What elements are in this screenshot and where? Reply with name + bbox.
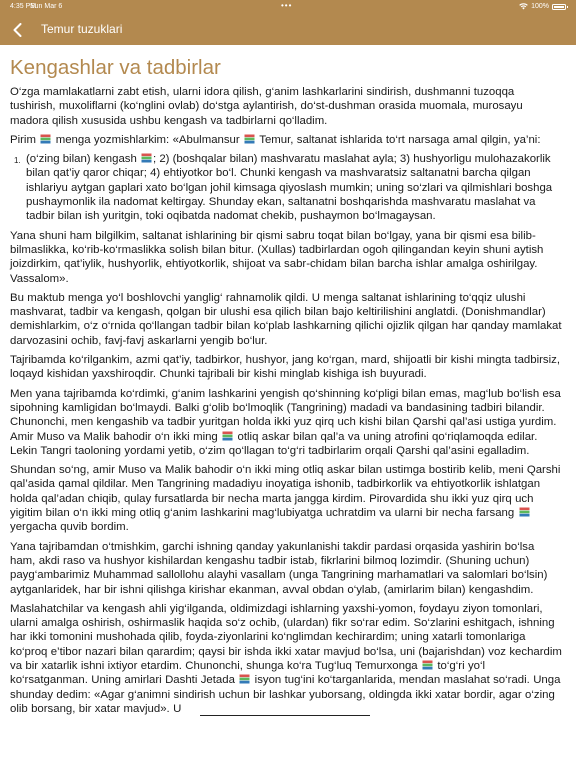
article-paragraph: Men yana tajribamda ko‘rdimki, g‘anim lashkarini yengish qo‘shinning ko‘pligi bilan emas, mag‘lub bo‘lish esa sipohning kamligidan bo‘lmaydi. Balki g‘olib bo‘lmoqlik (Tangrining) madadi va bandasining tadbiri bilandir. Chunonchi, men kengashib va tadbir yuritgan holda ikki yuz qirq uch kishi bilan Qarshi qal’asi ustiga yurdim. Amir Muso va Malik bahodir o‘n ikki ming otliq askar bilan qal’a va uning atrofini qo‘riqlamoqda edilar. Lekin Tangri taoloning yordami yetib, o‘zim qo‘llagan to‘g‘ri tadbirlarim orqali Qarshi qal’asini egalladim. [10,387,561,457]
navigation-bar [0,14,576,45]
wifi-icon [519,3,528,10]
battery-icon [552,4,566,10]
article-content[interactable] [0,45,576,768]
chevron-left-icon [13,23,22,37]
books-emoji-icon [239,674,250,684]
advice-list [10,152,562,223]
status-right [519,3,566,10]
status-date: Sun Mar 6 [30,3,63,10]
article-title: Kengashlar va tadbirlar [10,56,221,79]
text-strike-mark [200,715,370,716]
article-paragraph: Bu maktub menga yo‘l boshlovchi yanglig‘ rahnamolik qildi. U menga saltanat ishlarining to‘qqiz ulushi mashvarat, tadbir va kengash, qolgan bir ulushi esa qilich bilan bajo keltirilishini anglatdi. (Donishmandlar) demishlarkim, o‘z o‘rnida qo‘llangan tadbir bilan ko‘plab lashkarning qilichi ojizlik qilgan har qanday mamlakat darvozasini ochib, favj-favj askarlarni yengib bo‘lur. [10,291,562,347]
books-emoji-icon [244,134,255,144]
article-paragraph: O‘zga mamlakatlarni zabt etish, ularni idora qilish, g‘anim lashkarlarini sindirish, dushmanni tuzoqqa tushirish, muxoliflarni (ko‘nglini ovlab) do‘stga aylantirish, do‘st-dushman orasida muomala, murosayu madora qilish xususida ushbu kengash va tadbirlarni qo‘lladim. [10,86,523,127]
nav-title: Temur tuzuklari [41,22,123,36]
books-emoji-icon [519,507,530,517]
status-bar [0,0,576,14]
article-paragraph: Yana tajribamdan o‘tmishkim, garchi ishning qanday yakunlanishi takdir pardasi orqasida yashirin bo‘lsa ham, akdi raso va hushyor kishilardan kengashu tadbir istab, fikrlarini bilmoq lozimdir. (Shuning uchun) payg‘ambarimiz Muhammad sallollohu alayhi vasallam (unga Tangrining marhamatlari va salomlari bo‘lsin) aytganlaridek, har bir ishni qilishga kirishar ekanman, avval obdan o‘ylab, (amirlarim bilan) kengashdim. [10,540,548,596]
article-paragraph: Pirim menga yozmishlarkim: «Abulmansur Temur, saltanat ishlarida to‘rt narsaga amal qilgin, ya’ni: [10,133,541,146]
multitasking-dots-icon[interactable]: ••• [281,1,293,10]
article-paragraph: Yana shuni ham bilgilkim, saltanat ishlarining bir qismi sabru toqat bilan bo‘lgay, yana bir qismi esa bilib-bilmaslikka, ko‘rib-ko‘rmaslikka solish bilan bitur. (Xullas) tadbirlardan ogoh qilingandan keyin shuni aytish joizdirkim, qat’iylik, hushyorlik, ehtiyotkorlik, shijoat va sabr-chidam bilan barcha ishlar amalga oshirilgay. Vassalom». [10,229,544,285]
books-emoji-icon [222,431,233,441]
books-emoji-icon [40,134,51,144]
article-paragraph: Maslahatchilar va kengash ahli yig‘ilganda, oldimizdagi ishlarning yaxshi-yomon, foydayu ziyon tomonlari, ularni amalga oshirish, oshirmaslik haqida so‘z ochib, (ulardan) fikr so‘rar edim. So‘zlarini eshitgach, ishning har ikki tomonini mushohada qilib, foyda-ziyonlarini ko‘nglimdan kechirardim; uning xatarli tomonlariga ko‘proq e’tibor nazari bilan qarardim; qaysi bir ishda ikki xatar mavjud bo‘lsa, uni (bajarishdan) voz kechardim va bir xatarlik ishni ixtiyor etardim. Chunonchi, shunga ko‘ra Tug‘luq Temurxonga to‘g‘ri yo‘l ko‘rsatganman. Uning amirlari Dashti Jetada isyon tug‘ini ko‘targanlarida, mendan maslahat so‘radi. Unga shunday dedim: «Agar g‘animni sindirish uchun bir lashkar yuborsang, oldingda ikki xatar bordir, agar o‘zing olib borsang, bir xatar mavjud». U [10,602,562,715]
article-paragraph: Shundan so‘ng, amir Muso va Malik bahodir o‘n ikki ming otliq askar bilan ustimga bostirib kelib, meni Qarshi qal’asida qamal qildilar. Men Tangrining madadiyu inoyatiga ishonib, tadbirkorlik va ehtiyotkorlik ishlatgan holda qal’adan chiqib, qulay fursatlarda bir necha marta jangga kirdim. Pirovardida shu ikki yuz qirq uch yigitim bilan o‘n ikki ming otliq g‘anim lashkarini mag‘lubiyatga uchratdim va ularni bir necha farsang yergacha quvib bordim. [10,464,561,534]
back-button[interactable] [6,19,28,41]
battery-percent: 100% [531,3,549,10]
status-time: 4:35 PM [10,3,37,10]
list-item: 1. (o‘zing bilan) kengash ; 2) (boshqalar bilan) mashvaratu maslahat ayla; 3) hushyorligu mulohazakorlik bilan qat’iy qaror chiqar; 4) ehtiyotkor bo‘l. Chunki kengash va mashvaratsiz saltanatni barcha qilgan ishlariyu aytgan gaplari xato bo‘lgan johil kimsaga qiyoslash mumkin; uning so‘zlari va qilmishlari boshga pushaymonlik ila nadomat keltirgay. Shunday ekan, saltanatni boshqarishda mashvaratu maslahat va tadbir bilan ish yuritgin, toki oqibatda nadomat chekib, pushaymon bo‘lmagaysan. [14,153,553,223]
books-emoji-icon [422,660,433,670]
article-paragraph: Tajribamda ko‘rilgankim, azmi qat’iy, tadbirkor, hushyor, jang ko‘rgan, mard, shijoatli bir kishi mingta tadbirsiz, loqayd kishidan yaxshiroqdir. Chunki tajribali bir kishi minglab kishiga ish buyuradi. [10,354,560,381]
books-emoji-icon [141,153,152,163]
